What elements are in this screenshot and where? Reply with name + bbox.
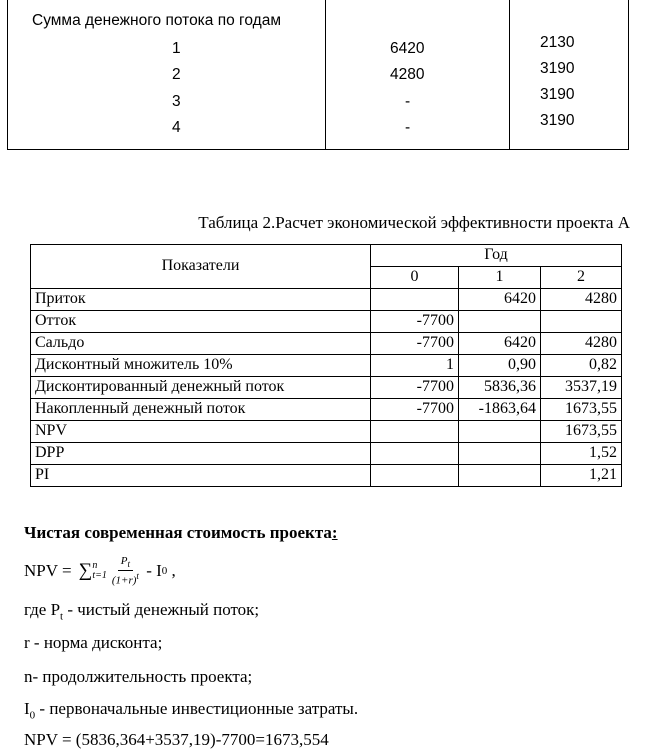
cell-year-2: 1,52	[541, 443, 622, 465]
cell-year-1	[459, 465, 541, 487]
summary-header: Сумма денежного потока по годам	[32, 12, 281, 29]
project-b-value: 2130	[540, 34, 575, 51]
project-b-value: 3190	[540, 86, 575, 103]
table-row	[31, 399, 622, 421]
cell-year-2: 0,82	[541, 355, 622, 377]
section-title-text: Чистая современная стоимость проекта	[24, 523, 332, 542]
table-row	[31, 333, 622, 355]
definition-p	[24, 600, 259, 622]
formula-fraction	[112, 555, 139, 587]
definition-i	[24, 699, 358, 721]
header-year-2: 2	[541, 267, 622, 289]
formula-end: ,	[167, 561, 176, 581]
definition-p-prefix: где P	[24, 600, 61, 619]
cell-year-1	[459, 443, 541, 465]
header-indicators: Показатели	[31, 245, 371, 289]
formula-rhs-subscript: 0	[161, 565, 168, 578]
project-b-value: 3190	[540, 60, 575, 77]
definition-n: n- продолжительность проекта;	[24, 667, 253, 686]
npv-result: NPV = (5836,364+3537,19)-7700=1673,554	[24, 730, 329, 749]
table-caption: Таблица 2.Расчет экономической эффективности проекта А	[198, 213, 630, 232]
formula-rhs: - I	[141, 561, 162, 581]
cell-year-1: 6420	[459, 333, 541, 355]
row-label: DPP	[31, 443, 371, 465]
denominator-exponent: t	[136, 570, 139, 581]
year-label: 3	[172, 93, 181, 110]
cell-year-0: -7700	[371, 399, 459, 421]
cell-year-2: 3537,19	[541, 377, 622, 399]
cell-year-2: 1,21	[541, 465, 622, 487]
year-label: 2	[172, 66, 181, 83]
cell-year-0	[371, 421, 459, 443]
fraction-numerator	[118, 555, 133, 571]
table-row	[31, 311, 622, 333]
table-row	[31, 377, 622, 399]
cell-year-1: 0,90	[459, 355, 541, 377]
definition-p-text: - чистый денежный поток;	[63, 600, 260, 619]
denominator-text: (1+r)	[111, 574, 137, 587]
cell-year-0: 1	[371, 355, 459, 377]
project-a-value: -	[405, 93, 411, 110]
cell-year-2: 4280	[541, 289, 622, 311]
numerator-subscript: t	[127, 559, 131, 570]
table-row	[31, 465, 622, 487]
row-label: Дисконтированный денежный поток	[31, 377, 371, 399]
header-year-1: 1	[459, 267, 541, 289]
cell-year-2: 1673,55	[541, 421, 622, 443]
table-header-row	[31, 245, 622, 267]
sum-lower: t=1	[92, 570, 107, 582]
section-title	[24, 523, 338, 543]
cell-year-2: 1673,55	[541, 399, 622, 421]
definition-i-subscript: 0	[29, 709, 36, 722]
sum-limits	[92, 561, 107, 581]
section-title-colon: :	[331, 523, 338, 542]
cell-year-0: -7700	[371, 377, 459, 399]
cash-flow-summary-table	[7, 0, 629, 150]
row-label: Сальдо	[31, 333, 371, 355]
numerator-symbol: P	[120, 555, 128, 567]
fraction-denominator	[112, 571, 139, 587]
column-divider	[509, 0, 510, 149]
cell-year-1: -1863,64	[459, 399, 541, 421]
cell-year-0	[371, 465, 459, 487]
header-year: Год	[371, 245, 622, 267]
cell-year-2: 4280	[541, 333, 622, 355]
cell-year-2	[541, 311, 622, 333]
header-year-0: 0	[371, 267, 459, 289]
efficiency-table	[30, 244, 622, 487]
project-a-value: 4280	[390, 66, 425, 83]
cell-year-0	[371, 443, 459, 465]
cell-year-1: 6420	[459, 289, 541, 311]
project-a-value: -	[405, 119, 411, 136]
row-label: Приток	[31, 289, 371, 311]
year-label: 1	[172, 40, 181, 57]
cell-year-0: -7700	[371, 333, 459, 355]
column-divider	[325, 0, 326, 149]
row-label: Накопленный денежный поток	[31, 399, 371, 421]
row-label: Отток	[31, 311, 371, 333]
project-b-value: 3190	[540, 112, 575, 129]
cell-year-0: -7700	[371, 311, 459, 333]
cell-year-1: 5836,36	[459, 377, 541, 399]
project-a-value: 6420	[390, 40, 425, 57]
table-row	[31, 443, 622, 465]
sum-upper: n	[92, 560, 98, 572]
definition-r: r - норма дисконта;	[24, 633, 163, 652]
row-label: NPV	[31, 421, 371, 443]
definition-i-prefix: I	[24, 699, 30, 718]
cell-year-1	[459, 421, 541, 443]
formula-lhs: NPV =	[24, 561, 76, 581]
row-label: Дисконтный множитель 10%	[31, 355, 371, 377]
definition-p-subscript: t	[60, 610, 64, 623]
table-row	[31, 355, 622, 377]
table-row	[31, 421, 622, 443]
npv-formula	[24, 555, 176, 587]
sigma-symbol: ∑	[78, 560, 93, 582]
row-label: PI	[31, 465, 371, 487]
table-row	[31, 289, 622, 311]
cell-year-0	[371, 289, 459, 311]
year-label: 4	[172, 119, 181, 136]
definition-i-text: - первоначальные инвестиционные затраты.	[35, 699, 359, 718]
cell-year-1	[459, 311, 541, 333]
